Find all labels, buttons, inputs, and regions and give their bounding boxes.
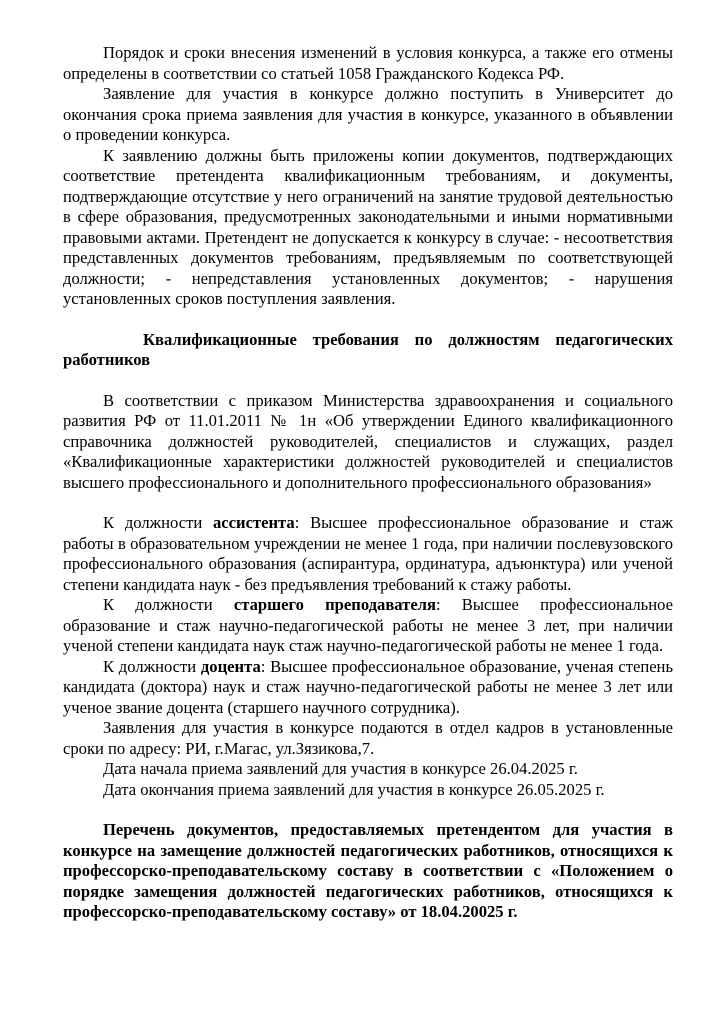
position-title-assistant: ассистента	[213, 513, 295, 532]
heading-documents-list: Перечень документов, предоставляемых претендентом для участия в конкурсе на замещение должностей педагогических работников, относящихся к профессорско-преподавательскому составу в соответствии с «Положением о порядке замещения должностей педагогических работников, относящихся к профессорско-преподавательскому составу» от 18.04.20025 г.	[63, 820, 673, 921]
position-text: : Высшее профессиональное образование и стаж научно-педагогической работы не менее 3 лет, при наличии ученой степени кандидата наук стаж научно-педагогической работы не менее 1 года.	[63, 595, 673, 655]
position-prefix: К должности	[103, 595, 234, 614]
position-assistant	[63, 513, 673, 595]
position-docent	[63, 657, 673, 719]
position-text: : Высшее профессиональное образование, ученая степень кандидата (доктора) наук и стаж научно-педагогической работы не менее 3 лет или ученое звание доцента (старшего научного сотрудника).	[63, 656, 674, 717]
document-body	[63, 43, 673, 923]
paragraph-end-date: Дата окончания приема заявлений для участия в конкурсе 26.05.2025 г.	[103, 779, 605, 799]
position-text: : Высшее профессиональное образование и стаж работы в образовательном учреждении не менее 1 года, при наличии послевузовского профессионального образования (аспирантура, ординатура, адъюнктура) или ученой степени кандидата наук - без предъявления требований к стажу работы.	[63, 513, 673, 594]
position-prefix: К должности	[103, 656, 201, 676]
paragraph-applications-address: Заявления для участия в конкурсе подаются в отдел кадров в установленные сроки по адресу: РИ, г.Магас, ул.Зязикова,7.	[63, 718, 673, 758]
heading-qualification-requirements: Квалификационные требования по должностям педагогических работников	[63, 329, 673, 369]
paragraph-ministry-order: В соответствии с приказом Министерства здравоохранения и социального развития РФ от 11.01.2011 № 1н «Об утверждении Единого квалификационного справочника должностей руководителей, специалистов и служащих, раздел «Квалификационные характеристики должностей руководителей и специалистов высшего профессионального и дополнительного профессионального образования»	[63, 390, 673, 492]
paragraph-required-documents: К заявлению должны быть приложены копии документов, подтверждающих соответствие претендента квалификационным требованиям, и документы, подтверждающие отсутствие у него ограничений на занятие трудовой деятельностью в сфере образования, предусмотренных законодательными и иными нормативными правовыми актами. Претендент не допускается к конкурсу в случае: - несоответствия представленных документов требованиям, предъявляемым по соответствующей должности; - непредставления установленных документов; - нарушения установленных сроков поступления заявления.	[63, 145, 673, 308]
paragraph-application-deadline: Заявление для участия в конкурсе должно поступить в Университет до окончания срока приема заявления для участия в конкурсе, указанного в объявлении о проведении конкурса.	[63, 84, 673, 144]
position-title-docent: доцента	[200, 656, 261, 676]
paragraph-contest-changes: Порядок и сроки внесения изменений в условия конкурса, а также его отмены определены в соответствии со статьей 1058 Гражданского Кодекса РФ.	[63, 43, 673, 83]
position-senior-lecturer	[63, 595, 673, 657]
paragraph-start-date: Дата начала приема заявлений для участия в конкурсе 26.04.2025 г.	[103, 759, 578, 778]
position-prefix: К должности	[103, 513, 213, 532]
position-title-senior: старшего преподавателя	[233, 595, 436, 614]
